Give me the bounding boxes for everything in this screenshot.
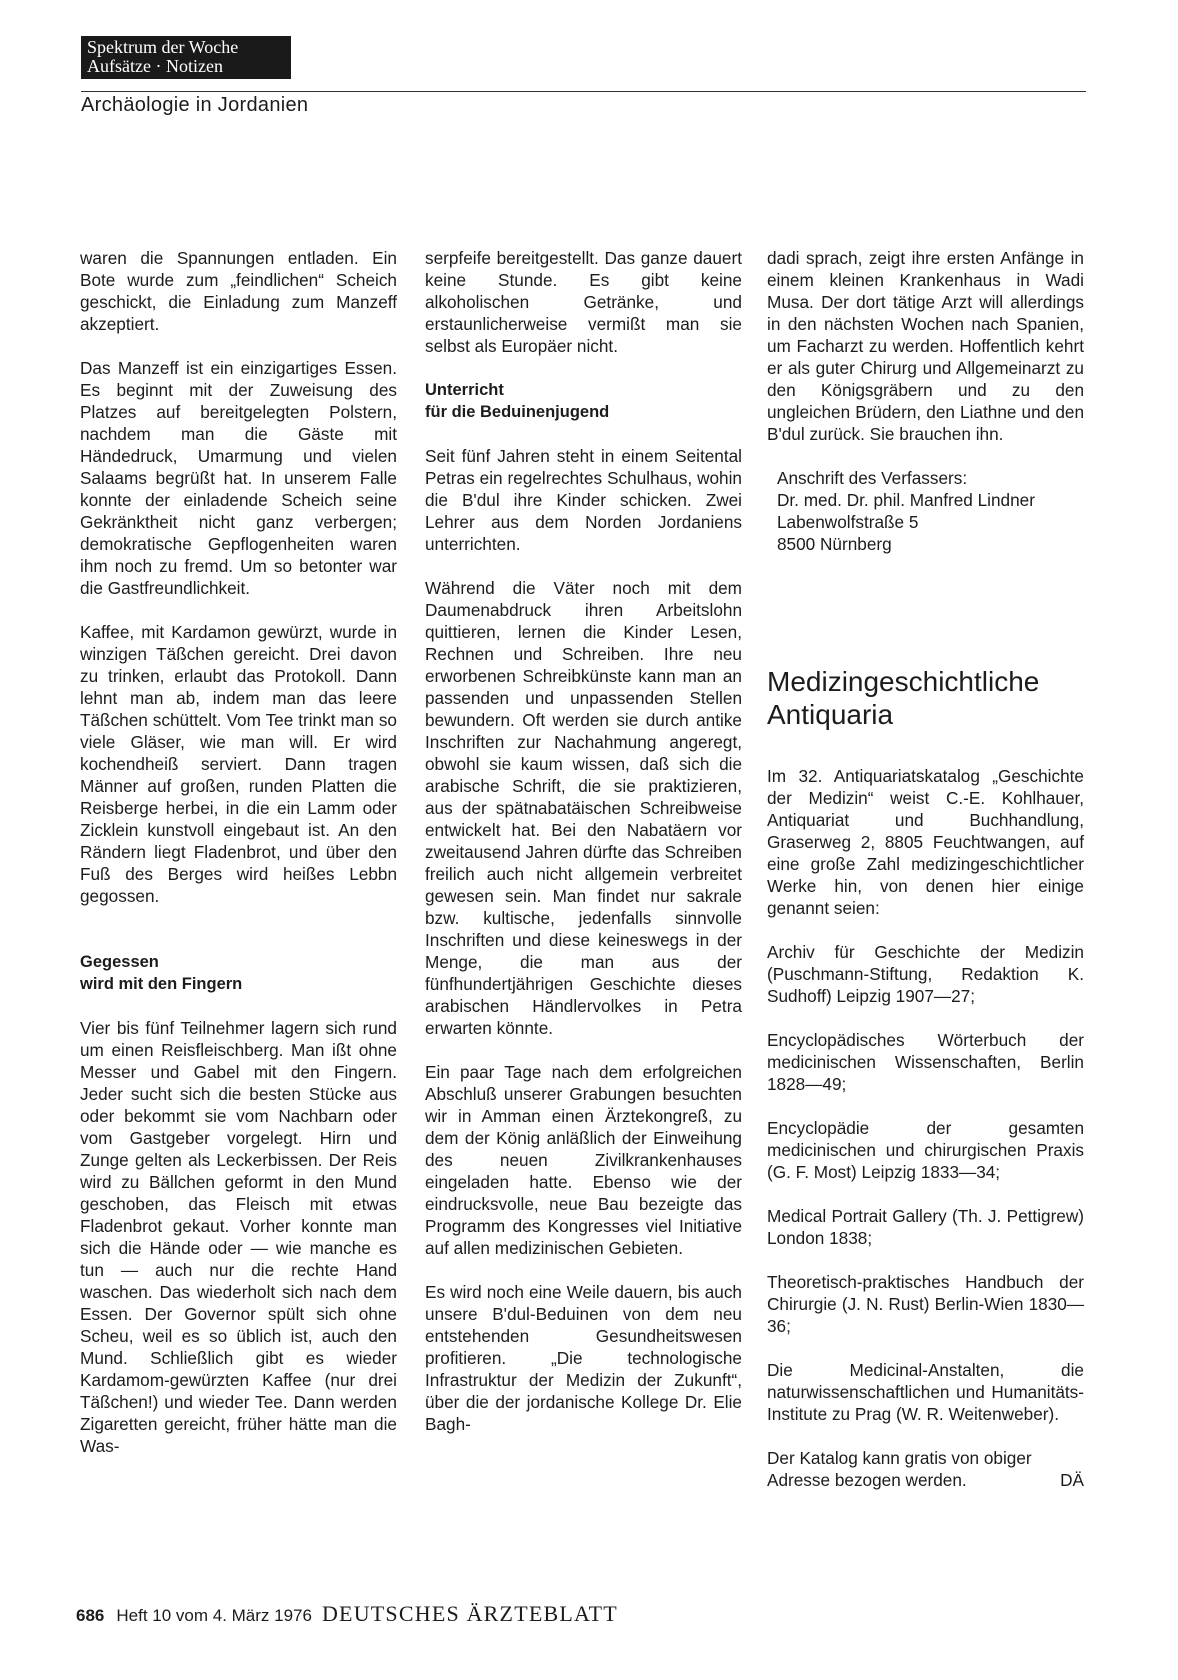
- author-address: [777, 467, 1084, 555]
- column-2: [425, 247, 742, 1457]
- paragraph: serpfeife bereitgestellt. Das ganze dauert keine Stunde. Es gibt keine alkoholischen Getränke, und erstaunlicherweise vermißt man sie selbst als Europäer nicht.: [425, 248, 742, 356]
- section-title: Archäologie in Jordanien: [81, 94, 309, 116]
- catalog-item: Encyclopädisches Wörterbuch der medicinischen Wissenschaften, Berlin 1828—49;: [767, 1030, 1084, 1094]
- paragraph: Kaffee, mit Kardamon gewürzt, wurde in winzigen Täßchen gereicht. Drei davon zu trinken, erlaubt das Protokoll. Dann lehnt man ab, indem man das leere Täßchen schüttelt. Vom Tee trinkt man so viele Gläser, wie man will. Er wird kochendheiß serviert. Dann tragen Männer auf großen, runden Platten die Reisberge herbei, in die ein Lamm oder Zicklein kunstvoll eingebaut ist. An den Rändern liegt Fladenbrot, und über den Fuß des Berges wird heißes Lebbn gegossen.: [80, 622, 397, 906]
- page-footer: [76, 1602, 618, 1628]
- catalog-item: Medical Portrait Gallery (Th. J. Pettigrew) London 1838;: [767, 1206, 1084, 1248]
- subheading-unterricht: [425, 379, 742, 423]
- address-line: 8500 Nürnberg: [777, 534, 892, 554]
- catalog-item: Theoretisch-praktisches Handbuch der Chirurgie (J. N. Rust) Berlin-Wien 1830—36;: [767, 1272, 1084, 1336]
- paragraph: Während die Väter noch mit dem Daumenabdruck ihren Arbeitslohn quittieren, lernen die Kinder Lesen, Rechnen und Schreiben. Ihre neu erworbenen Schreibkünste kann man an passenden und unpassenden Stellen bewundern. Oft werden sie durch antike Inschriften zur Nachahmung angeregt, obwohl sie kaum wissen, daß sich die arabische Schrift, die sie praktizieren, aus der spätnabatäischen Schreibweise entwickelt hat. Bei den Nabatäern vor zweitausend Jahren dürfte das Schreiben freilich auch nicht allgemein verbreitet gewesen sein. Man findet nur sakrale bzw. kultische, jedenfalls sinnvolle Inschriften und diese keineswegs in der Menge, die man aus der fünfhundertjährigen Geschichte dieses arabischen Händlervolkes in Petra erwarten könnte.: [425, 578, 742, 1038]
- column-1: [80, 247, 397, 1479]
- paragraph: dadi sprach, zeigt ihre ersten Anfänge in einem kleinen Krankenhaus in Wadi Musa. Der dort tätige Arzt will allerdings in den nächsten Wochen nach Spanien, um Facharzt zu werden. Hoffentlich kehrt er als guter Chirurg und Allgemeinarzt zu den Königsgräbern und zu den ungleichen Brüdern, den Liathne und den B'dul zurück. Sie brauchen ihn.: [767, 248, 1084, 444]
- magazine-name: DEUTSCHES ÄRZTEBLATT: [321, 1601, 618, 1626]
- catalog-item: Encyclopädie der gesamten medicinischen und chirurgischen Praxis (G. F. Most) Leipzig 1833—34;: [767, 1118, 1084, 1182]
- address-line: Dr. med. Dr. phil. Manfred Lindner: [777, 490, 1035, 510]
- paragraph: Es wird noch eine Weile dauern, bis auch unsere B'dul-Beduinen von dem neu entstehenden Gesundheitswesen profitieren. „Die technologische Infrastruktur der Medizin der Zukunft“, über die der jordanische Kollege Dr. Elie Bagh-: [425, 1282, 742, 1434]
- paragraph: Ein paar Tage nach dem erfolgreichen Abschluß unserer Grabungen besuchten wir in Amman einen Ärztekongreß, zu dem der König anläßlich der Einweihung des neuen Zivilkrankenhauses eingeladen hatte. Ebenso wie der eindrucksvolle, neue Bau bezeigte das Programm des Kongresses viel Initiative auf allen medizinischen Gebieten.: [425, 1062, 742, 1258]
- column-3: [767, 247, 1084, 1513]
- issue-info: Heft 10 vom 4. März 1976: [116, 1606, 312, 1625]
- page-number: 686: [76, 1606, 105, 1625]
- title-line: Antiquaria: [767, 699, 894, 730]
- section-tag-line1: Spektrum der Woche: [87, 37, 239, 57]
- section-tag-line2: Aufsätze · Notizen: [87, 56, 223, 76]
- subheading-gegessen: [80, 951, 397, 995]
- subheading-line: Unterricht: [425, 381, 504, 399]
- closing-text: Der Katalog kann gratis von obiger Adresse bezogen werden.: [767, 1448, 1032, 1490]
- paragraph: Seit fünf Jahren steht in einem Seitental Petras ein regelrechtes Schulhaus, wohin die B'dul ihre Kinder schicken. Zwei Lehrer aus dem Norden Jordaniens unterrichten.: [425, 446, 742, 554]
- catalog-item: Archiv für Geschichte der Medizin (Puschmann-Stiftung, Redaktion K. Sudhoff) Leipzig 1907—27;: [767, 942, 1084, 1006]
- signature: DÄ: [1060, 1470, 1084, 1490]
- paragraph: Vier bis fünf Teilnehmer lagern sich rund um einen Reisfleischberg. Man ißt ohne Messer und Gabel mit den Fingern. Jeder sucht sich die besten Stücke aus oder bekommt sie vom Nachbarn oder vom Gastgeber vorgelegt. Hirn und Zunge gelten als Leckerbissen. Der Reis wird zu Bällchen geformt in den Mund geschoben, das Fleisch mit etwas Fladenbrot gekaut. Vorher konnte man sich die Hände oder — wie manche es tun — auch nur die rechte Hand waschen. Das wiederholt sich nach dem Essen. Der Governor spült sich ohne Scheu, weil es so üblich ist, auch den Mund. Schließlich gibt es wieder Kardamom-gewürzten Kaffee (nur drei Täßchen!) und wieder Tee. Dann werden Zigaretten gereicht, früher hätte man die Was-: [80, 1018, 397, 1456]
- subheading-line: für die Beduinenjugend: [425, 403, 610, 421]
- subheading-line: Gegessen: [80, 953, 159, 971]
- article-title: [767, 665, 1084, 731]
- section-tag: [81, 36, 291, 79]
- closing-paragraph: [767, 1447, 1084, 1491]
- paragraph: waren die Spannungen entladen. Ein Bote wurde zum „feindlichen“ Scheich geschickt, die Einladung zum Manzeff akzeptiert.: [80, 248, 397, 334]
- address-line: Labenwolfstraße 5: [777, 512, 919, 532]
- catalog-item: Die Medicinal-Anstalten, die naturwissenschaftlichen und Humanitäts-Institute zu Prag (W. R. Weitenweber).: [767, 1360, 1084, 1424]
- address-line: Anschrift des Verfassers:: [777, 468, 968, 488]
- subheading-line: wird mit den Fingern: [80, 975, 243, 993]
- paragraph: Im 32. Antiquariatskatalog „Geschichte der Medizin“ weist C.-E. Kohlhauer, Antiquariat und Buchhandlung, Graserweg 2, 8805 Feuchtwangen, auf eine große Zahl medizingeschichtlicher Werke hin, von denen hier einige genannt seien:: [767, 766, 1084, 918]
- paragraph: Das Manzeff ist ein einzigartiges Essen. Es beginnt mit der Zuweisung des Platzes auf bereitgelegten Polstern, nachdem man die Gäste mit Händedruck, Umarmung und vielen Salaams begrüßt hat. In unserem Falle konnte der einladende Scheich seine Gekränktheit nicht ganz verbergen; demokratische Gepflogenheiten waren ihm noch zu fremd. Um so betonter war die Gastfreundlichkeit.: [80, 358, 397, 598]
- title-line: Medizingeschichtliche: [767, 666, 1040, 697]
